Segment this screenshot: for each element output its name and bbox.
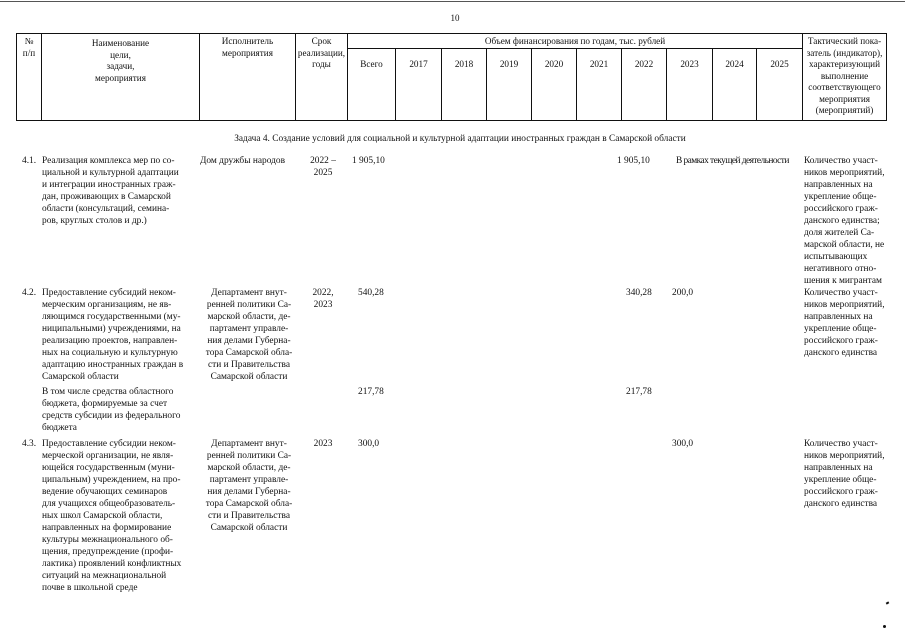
header-year: 2018 xyxy=(442,48,487,121)
row-number: 4.3. xyxy=(22,439,37,449)
task-title: Задача 4. Создание условий для социальной и культурной адаптации иностранных граждан в Самарской области xyxy=(234,134,686,144)
row-total: 1 905,10 xyxy=(352,156,385,166)
row-indicator: Количество участ- ников мероприятий, направленных на укрепление обще- российского граж- данского единства xyxy=(804,439,885,509)
row-2022: 340,28 xyxy=(626,288,652,298)
header-year: 2023 xyxy=(667,48,713,121)
header-executor: Исполнитель мероприятия xyxy=(200,34,296,121)
header-year: 2019 xyxy=(487,48,532,121)
header-term: Срок реализации, годы xyxy=(296,34,348,121)
header-table xyxy=(16,33,887,121)
row-number: 4.1. xyxy=(22,156,37,166)
row-name: Предоставление субсидии неком- мерческой организации, не явля- ющейся государственным (муни- ципальным) учреждением, на про- ведение обучающих семинаров для учащихся общеобразователь- ных школ Самарской области, направленных на формирование культуры межнационального об- щения, предупреждение (профи- лактика) проявлений конфликтных ситуаций на межнациональной почве в школьной среде xyxy=(42,439,182,593)
row-term: 2023 xyxy=(313,439,333,449)
page-top-rule xyxy=(0,1,905,2)
scan-speck xyxy=(883,625,886,628)
header-number: № п/п xyxy=(17,34,42,121)
row-indicator: Количество участ- ников мероприятий, направленных на укрепление обще- российского граж- данского единства xyxy=(804,288,885,358)
header-year: 2022 xyxy=(622,48,667,121)
header-financing: Объем финансирования по годам, тыс. рублей xyxy=(348,34,803,49)
row-total: 540,28 xyxy=(358,288,384,298)
row-2023: 200,0 xyxy=(672,288,694,298)
row-total: 300,0 xyxy=(358,439,380,449)
scan-speck xyxy=(886,601,890,604)
header-year: 2020 xyxy=(532,48,577,121)
header-name: Наименование цели, задачи, мероприятия xyxy=(42,34,200,121)
row-2023-note: В рамках текущей деятельности xyxy=(676,156,789,166)
row-name: В том числе средства областного бюджета, формируемые за счет средств субсидии из федерального бюджета xyxy=(42,387,181,433)
row-2022: 1 905,10 xyxy=(617,156,650,166)
page-number: 10 xyxy=(450,13,460,23)
header-year: 2025 xyxy=(757,48,803,121)
row-executor: Дом дружбы народов xyxy=(200,156,286,166)
row-name: Реализация комплекса мер по со- циальной и культурной адаптации и интеграции иностранных граж- дан, проживающих в Самарской области (консультаций, семина- ров, круглых столов и др.) xyxy=(42,156,179,226)
header-indicator: Тактический пока- затель (индикатор), характеризующий выполнение соответствующего мероприятия (мероприятий) xyxy=(803,34,887,121)
row-total: 217,78 xyxy=(358,387,384,397)
header-year: 2024 xyxy=(713,48,757,121)
row-executor: Департамент внут- ренней политики Са- марской области, де- партамент управле- ния делами Губерна- тора Самарской обла- сти и Правительства Самарской области xyxy=(205,439,293,533)
header-year: 2017 xyxy=(396,48,442,121)
row-number: 4.2. xyxy=(22,288,37,298)
header-year: 2021 xyxy=(577,48,622,121)
row-2023: 300,0 xyxy=(672,439,694,449)
header-total: Всего xyxy=(348,48,396,121)
row-2022: 217,78 xyxy=(626,387,652,397)
row-name: Предоставление субсидий неком- мерческим организациям, не яв- ляющимся государственными (му- ниципальными) учреждениями, на реализацию проектов, направлен- ных на социальную и культурную адаптацию иностранных граждан в Самарской области xyxy=(42,288,184,382)
row-term: 2022, 2023 xyxy=(312,288,334,310)
row-term: 2022 – 2025 xyxy=(310,156,336,178)
row-indicator: Количество участ- ников мероприятий, направленных на укрепление обще- российского граж- данского единства; доля жителей Са- марской области, не испытывающих негативного отно- шения к мигрантам xyxy=(804,156,885,286)
row-executor: Департамент внут- ренней политики Са- марской области, де- партамент управле- ния делами Губерна- тора Самарской обла- сти и Правительства Самарской области xyxy=(205,288,293,382)
